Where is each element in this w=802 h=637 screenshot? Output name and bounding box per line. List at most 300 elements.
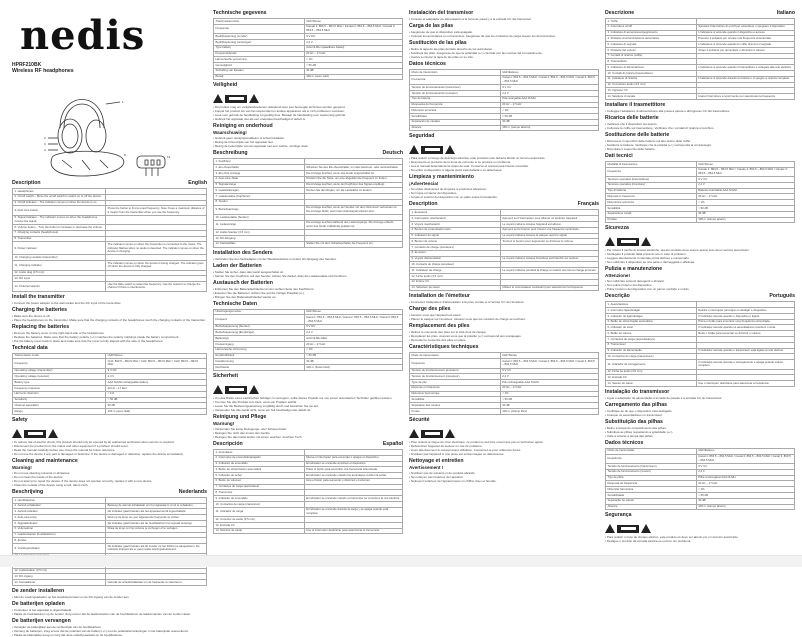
- section-heading: Technical data: [12, 344, 48, 351]
- bullet-text: • Reinigen Sie das Gerät außen mit einem weichen, feuchten Tuch.: [213, 434, 303, 439]
- section-title: Description: [409, 201, 438, 208]
- bullet-text: • Entfernen Sie den Batteriefachdeckel an der rechten Seite des Kopfhörers.: [213, 286, 315, 291]
- table-cell-value: 30 dB: [696, 498, 794, 504]
- table-cell-value: Die Anzeige leuchtet, wenn der Kopfhörer das Signal empfängt.: [304, 182, 402, 188]
- table-cell-value: Usare l'interruttore a scorrimento per selezionare la frequenza.: [696, 94, 794, 100]
- table-cell-label: 13. Entrada CC: [606, 375, 697, 381]
- table-cell-label: 10. Contatti di ricarica (trasmettitore): [606, 71, 697, 77]
- table-cell-value: 2,4 V: [500, 374, 598, 380]
- table-cell-label: Tensione operativa (trasmettitore): [606, 177, 697, 183]
- table-cell-value: UHF/Stereo: [106, 353, 207, 359]
- table-cell-label: Channel separation: [13, 403, 106, 409]
- table-cell-value: 100 m (open veld): [304, 74, 402, 80]
- table-cell-label: Empfindlichkeit: [214, 353, 305, 359]
- table-cell-value: 100 m (campo aperto): [696, 217, 794, 223]
- table-cell-value: 9 V DC: [106, 368, 207, 374]
- column-3: [409, 8, 599, 483]
- table-cell-label: Portata: [606, 217, 697, 223]
- table-cell-value: O indicador acende quando os auscultadores recebem o sinal.: [696, 325, 794, 331]
- table-cell-value: CH1: 863.5 – 864.5 MHz / CH2: 863.5 – 864.5 MHz / CH3: 863.5 – 864.5 MHz: [106, 359, 207, 368]
- bullet-text: • Clean the outside of the device using a soft, damp cloth.: [12, 482, 89, 487]
- table-cell-value: 20 Hz – 17 kHz: [500, 385, 598, 391]
- table-cell-value: 30 dB: [500, 403, 598, 409]
- bullet-text: • Make sure the device is off.: [12, 313, 51, 318]
- table-cell-value: AAA Ni-MH rechargeable battery: [106, 380, 207, 386]
- table-cell-label: 11. Indicateur de charge: [410, 268, 501, 274]
- col4-content: [605, 10, 795, 543]
- bullet-text: • Substitua as pilhas respeitando a polaridade (+/-).: [605, 429, 674, 434]
- table-cell-label: 10. Ladekontakte (Sender): [214, 215, 305, 221]
- section-heading: De batterijen vervangen: [12, 618, 71, 625]
- section-header: [605, 10, 795, 17]
- table-cell-value: 2,4 V: [304, 39, 402, 45]
- section-heading: Reiniging en onderhoud: [213, 123, 273, 130]
- table-cell-value: UHF/Stereo: [304, 19, 402, 25]
- subheading: Waarschuwing!: [213, 130, 247, 136]
- section-heading: Caractéristiques techniques: [409, 344, 479, 351]
- table-cell-value: 20 Hz – 17 kHz: [304, 342, 402, 348]
- table-row: [410, 75, 599, 84]
- table-cell-label: Frequenzgang: [214, 342, 305, 348]
- bullet-text: • No limpie el interior del dispositivo.: [409, 191, 458, 196]
- bullet-text: • Verwenden Sie das Gerät nicht, wenn ein Teil beschädigt oder defekt ist.: [213, 407, 312, 412]
- table-cell-value: 9 V CC: [500, 368, 598, 374]
- table-cell-label: 3. Aan/uit-indicator: [13, 509, 106, 515]
- table-row: [214, 24, 403, 33]
- warning-symbols: [409, 426, 599, 438]
- table-cell-value: Tournez le bouton pour augmenter ou diminuer le volume.: [500, 239, 598, 245]
- table-cell-label: Distorção harmónica: [606, 487, 697, 493]
- table-cell-label: Range: [13, 409, 106, 415]
- spec-table: [409, 209, 599, 291]
- table-cell-label: Distorsione armonica: [606, 200, 697, 206]
- language-label: Italiano: [776, 10, 795, 16]
- section-heading: Limpieza y mantenimiento: [409, 174, 474, 181]
- table-cell-value: UHF/Stereo: [696, 161, 794, 167]
- table-cell-label: Bedrijfsspanning (zender): [214, 34, 305, 40]
- product-model: HPRF210BK: [12, 62, 42, 68]
- section-heading: Install the transmitter: [12, 293, 65, 300]
- table-cell-label: 12. Conector de audio (3,5 mm): [214, 517, 305, 523]
- table-cell-label: 5. Indicatore di segnale: [606, 42, 697, 48]
- table-cell-label: 12. Fiche audio (3,5 mm): [410, 274, 501, 280]
- table-cell-value: L'indicatore si accende durante la ricarica e si spegne a ricarica completa.: [696, 76, 794, 82]
- section-heading: Remplacement des piles: [409, 323, 470, 330]
- table-cell-value: Die Anzeige leuchtet während des Ladevorgangs. Die Anzeige erlischt, wenn das Gerät vollständig geladen ist.: [304, 220, 402, 229]
- table-cell-label: 10. Charging contacts (transmitter): [13, 255, 106, 261]
- table-cell-label: 8. Transmissor: [606, 342, 697, 348]
- table-cell-value: Die Anzeige leuchtet, wenn der Sender mit dem Stromnetz verbunden ist. Die Anzeige blinkt, wenn kein Audiosignal erkannt wird.: [304, 205, 402, 214]
- bullet-text: • Retirez le couvercle des piles sur le côté droit du casque.: [409, 330, 487, 335]
- table-row: [410, 408, 599, 414]
- table-cell-value: Pila recargable AAA Ni-MH: [500, 96, 598, 102]
- caution-label-icon: [617, 525, 639, 533]
- bullet-text: • Lisez attentivement le manuel avant utilisation. Conservez-le pour référence future.: [409, 447, 522, 452]
- table-row: [13, 261, 207, 270]
- table-cell-value: 20 Hz – 17 kHz: [500, 102, 598, 108]
- table-cell-label: 6. Lautstärkeregler: [214, 188, 305, 194]
- spec-table: [213, 449, 403, 535]
- table-cell-label: 9. Indicador de encendido: [214, 496, 305, 502]
- warning-triangle-icon: [605, 237, 615, 246]
- table-cell-label: Réponse en fréquence: [410, 385, 501, 391]
- table-cell-label: Fréquence: [410, 359, 501, 368]
- table-cell-value: Spostare l'interruttore di on/off per accendere o spegnere il dispositivo.: [696, 24, 794, 30]
- table-cell-label: 6. Volumeknop: [13, 526, 106, 532]
- table-cell-label: Alcance: [606, 504, 697, 510]
- table-cell-label: Tensión de funcionamiento (receptor): [410, 90, 501, 96]
- section-heading: Seguridad: [409, 133, 435, 140]
- table-cell-label: 1. Hoofdtelefoon: [13, 497, 106, 503]
- table-cell-label: 11. Charging indicator: [13, 261, 106, 270]
- table-cell-label: 1. Headphones: [13, 189, 106, 195]
- bullet-text: • Vuelva a colocar la tapa de las pilas en su sitio.: [409, 55, 474, 59]
- table-cell-label: 11. Indicador de carga: [214, 507, 305, 516]
- bullet-text: • Per ridurre il rischio di scosse elettriche, questo prodotto deve essere aperto solo da un tecnico autorizzato.: [605, 248, 750, 253]
- section-heading: Veiligheid: [213, 82, 238, 89]
- table-cell-label: 4. Auto-tune-Taste: [214, 176, 305, 182]
- table-row: [606, 504, 795, 510]
- headphones-diagram: [12, 78, 207, 178]
- table-cell-value: Canal 1: 863,5 – 864,5 MHz / Canal 2: 863,5 – 864,5 MHz / Canal 3: 863,5 – 864,5 MHz: [696, 454, 794, 463]
- table-cell-label: 9. Voyant d'alimentation: [410, 256, 501, 262]
- table-cell-label: Battery type: [13, 380, 106, 386]
- table-cell-label: Sensibilidade: [606, 492, 697, 498]
- table-row: [214, 365, 403, 371]
- table-cell-label: 5. Signal indicator – The indicator comes on when the headphones receive the signal.: [13, 215, 106, 224]
- caution-label-icon: [24, 430, 46, 438]
- section-title: Description: [12, 180, 41, 186]
- table-cell-label: 9. Voedingsindicator: [13, 544, 106, 553]
- table-cell-value: Appuyez sur l'interrupteur pour allumer ou éteindre l'appareil.: [500, 216, 598, 222]
- bullet-text: • Read the manual carefully before use. Keep the manual for future reference.: [12, 447, 116, 452]
- table-cell-value: De indicator gaat branden als de hoofdtelefoon het signaal ontvangt.: [106, 521, 207, 527]
- table-cell-label: 13. DC-ingang: [13, 574, 106, 580]
- warning-triangle-icon: [12, 429, 22, 438]
- bullet-text: • Stellen Sie sicher, dass das Gerät ausgeschaltet ist.: [213, 269, 284, 274]
- table-cell-value: Deslize o interruptor para ligar ou desligar o dispositivo.: [696, 308, 794, 314]
- table-cell-value: Rode o botão para aumentar ou diminuir o volume.: [696, 331, 794, 337]
- table-cell-label: Separación de canales: [410, 119, 501, 125]
- table-cell-label: Modo de transmisión: [410, 70, 501, 76]
- table-cell-value: UHF/Stéréo: [500, 353, 598, 359]
- table-cell-label: 7. Charging contacts (headphones): [13, 230, 106, 236]
- table-cell-label: 11. Indicador de carregamento: [606, 360, 697, 369]
- bullet-text: • Verbinden Sie den Netzadapter mit der Wandsteckdose und dem DC-Eingang des Senders.: [213, 256, 337, 261]
- table-cell-value: El indicador se enciende durante la carga y se apaga cuando está completa.: [304, 507, 402, 516]
- table-row: [214, 220, 403, 229]
- table-cell-value: Beweeg de aan/uit-schakelaar om het apparaat in of uit te schakelen.: [106, 503, 207, 509]
- bullet-text: • Gebruik geen reinigingsmiddelen of schuurmiddelen.: [213, 136, 285, 141]
- bullet-text: • Do not clean the inside of the device.: [12, 474, 64, 479]
- table-cell-label: Distorsion harmonique: [410, 391, 501, 397]
- table-cell-value: > 50 dB: [696, 206, 794, 212]
- table-cell-value: AAA Ni-MH oplaadbare batterij: [304, 45, 402, 51]
- section-heading: Substituição das pilhas: [605, 418, 663, 425]
- section-header: [213, 150, 403, 157]
- table-cell-value: Premere il pulsante per trovare una frequenza sintonizzata.: [696, 36, 794, 42]
- bullet-text: • Pour réduire le risque de choc électrique, ce produit ne doit être ouvert que par un technicien agréé.: [409, 439, 544, 444]
- table-cell-value: Appuyez sur le bouton pour trouver une fréquence syntonisée.: [500, 227, 598, 233]
- bullet-text: • Verwenden Sie keine Reinigungs- oder Scheuermittel.: [213, 426, 287, 431]
- svg-text:4: 4: [44, 148, 46, 152]
- lightning-triangle-icon: [641, 524, 651, 533]
- svg-text:1: 1: [122, 100, 124, 104]
- table-cell-value: > 50 dB: [304, 353, 402, 359]
- bullet-text: • Non utilizzare solventi detergenti o abrasivi.: [605, 279, 665, 284]
- bullet-text: • Scollegare il prodotto dalla presa di rete in caso di problemi.: [605, 252, 687, 257]
- bullet-text: • Asegúrese de que el dispositivo está apagado.: [409, 30, 473, 34]
- section-heading: Dados técnicos: [605, 439, 644, 446]
- bullet-text: • Verwijder de batterijklep aan de rechterzijde van de hoofdtelefoon.: [12, 625, 102, 630]
- svg-text:8: 8: [124, 153, 126, 157]
- column-4: [605, 8, 795, 543]
- spec-table: [409, 69, 599, 131]
- bullet-text: • Place the headphones on the transmitter. Make sure that the charging contacts of the headphones touch the charging contacts of the transmitter.: [12, 317, 206, 322]
- table-cell-label: Resposta de frequência: [606, 481, 697, 487]
- table-cell-value: O indicador acende quando o transmissor está ligado à rede elétrica.: [696, 348, 794, 354]
- table-cell-label: 1. Auriculares: [214, 449, 305, 455]
- spec-table: [12, 497, 207, 586]
- table-cell-label: Separazione canali: [606, 211, 697, 217]
- table-row: [606, 217, 795, 223]
- table-cell-value: 20 Hz – 17 kHz: [696, 194, 794, 200]
- section-heading: Segurança: [605, 512, 632, 519]
- bullet-text: • To reduce risk of electric shock, this product should only be opened by an authorized technician when service is required.: [12, 439, 175, 444]
- table-cell-value: 9 V DC: [304, 34, 402, 40]
- svg-text:2: 2: [44, 136, 46, 140]
- section-heading: Carregamento das pilhas: [605, 401, 667, 408]
- table-cell-label: Frequency response: [13, 386, 106, 392]
- table-cell-label: 5. Indicateur de signal: [410, 233, 501, 239]
- table-cell-label: Sensibilité: [410, 397, 501, 403]
- table-cell-value: Gire el botón para aumentar o disminuir el volumen.: [304, 478, 402, 484]
- lightning-triangle-icon: [641, 237, 651, 246]
- bullet-text: • Para reduzir o risco de choque elétrico, este produto só deve ser aberto por um técnico autorizado.: [605, 535, 739, 540]
- table-cell-value: < 1%: [696, 200, 794, 206]
- table-cell-value: Drücken Sie die Taste, um eine abgestimmte Frequenz zu finden.: [304, 176, 402, 182]
- table-cell-label: Operating voltage (transmitter): [13, 368, 106, 374]
- table-cell-value: L'indicatore si accende quando il dispositivo è acceso.: [696, 30, 794, 36]
- table-cell-label: 13. DC input: [13, 276, 106, 282]
- caution-label-icon: [225, 95, 247, 103]
- table-cell-label: 13. Entrada CC: [214, 522, 305, 528]
- table-cell-value: > 50 dB: [304, 63, 402, 69]
- bullet-text: • Ne nettoyez pas l'intérieur de l'appareil.: [409, 474, 464, 479]
- table-cell-label: 2. Interruptor de encendido/apagado: [214, 455, 305, 461]
- caution-label-icon: [225, 386, 247, 394]
- lightning-triangle-icon: [445, 429, 455, 438]
- table-cell-label: 4. Botão de sintonização automática: [606, 319, 697, 325]
- language-label: Français: [577, 201, 599, 208]
- nedis-logo: nedis: [20, 12, 146, 59]
- bullet-text: • Setzen Sie den Kopfhörer auf den Sender. Achten Sie darauf, dass die Ladekontakte sich berühren.: [213, 273, 348, 278]
- svg-text:14: 14: [167, 155, 171, 159]
- table-cell-label: 6. Bouton de volume: [410, 239, 501, 245]
- table-cell-value: 30 dB: [304, 68, 402, 74]
- table-cell-label: 12. Audio plug (3.5 mm): [13, 270, 106, 276]
- table-cell-label: 14. Seletor de canal: [606, 381, 697, 387]
- table-cell-value: The indicator comes on when the transmitter is connected to the mains. The indicator flashes when no audio is detected. The indicator comes on when the device is charging.: [106, 242, 207, 255]
- subheading: Attenzione!: [605, 273, 631, 279]
- warning-symbols: [605, 234, 795, 246]
- table-cell-label: 3. Indicador de ligar/desligar: [606, 313, 697, 319]
- table-row: [13, 206, 207, 215]
- section-heading: Reinigung und Pflege: [213, 413, 267, 420]
- language-label: English: [188, 180, 207, 186]
- caution-label-icon: [421, 146, 443, 154]
- page-bottom-edge: [0, 555, 802, 567]
- table-cell-label: 14. Kanaalkiezer: [13, 580, 106, 586]
- table-cell-label: Tipo de batería: [410, 96, 501, 102]
- table-cell-label: 7. Contactos de carga (auscultadores): [606, 337, 697, 343]
- table-cell-label: 7. Contatti di ricarica (cuffie): [606, 53, 697, 59]
- table-cell-label: 6. Botão do volume: [606, 331, 697, 337]
- warning-symbols: [213, 91, 403, 103]
- table-cell-value: Girare il pulsante per aumentare o diminuire il volume.: [696, 47, 794, 53]
- table-cell-value: Use o interruptor deslizante para selecionar a frequência.: [696, 381, 794, 387]
- table-cell-label: Gevoeligheid: [214, 63, 305, 69]
- table-row: [13, 282, 207, 291]
- table-cell-label: 9. Power indicator: [13, 242, 106, 255]
- bullet-text: • Disconnect the product from the mains and other equipment if a problem should occur.: [12, 443, 129, 448]
- table-cell-value: Canale 1: 863,5 – 864,5 MHz / Canale 2: 863,5 – 864,5 MHz / Canale 3: 863,5 – 864,5 MHz: [696, 167, 794, 176]
- table-cell-value: 100 m (open field): [106, 409, 207, 415]
- table-cell-label: 7. Contactos de carga (auriculares): [214, 484, 305, 490]
- bullet-text: • Verificare che il dispositivo sia spento.: [605, 121, 658, 126]
- bullet-text: • Débranchez l'appareil du secteur en cas de problème.: [409, 443, 483, 448]
- bullet-text: • Do not use cleaning solvents or abrasives.: [12, 470, 71, 475]
- table-cell-label: 9. Betriebsanzeige: [214, 205, 305, 214]
- table-cell-label: 4. Pulsante di sintonizzazione automatica: [606, 36, 697, 42]
- table-cell-label: 2. Interruttore on/off: [606, 24, 697, 30]
- table-cell-value: The indicator comes on when the device is being charged. The indicator goes off when the device is fully charged.: [106, 261, 207, 270]
- section-heading: Sécurité: [409, 416, 430, 423]
- table-cell-value: UHF/Estéreo: [696, 448, 794, 454]
- bullet-text: • Ligue o adaptador de alimentação à tomada de parede e à entrada CC do transmissor.: [605, 395, 723, 400]
- lightning-triangle-icon: [48, 429, 58, 438]
- section-heading: Charging the batteries: [12, 306, 68, 313]
- bullet-text: • N'utilisez pas de solvants ni de produits abrasifs.: [409, 470, 476, 475]
- bullet-text: • Sostituire le batterie. Verificare che la polarità (+/-) corrisponda ai contrassegni.: [605, 142, 712, 147]
- table-cell-value: 2,4 V: [500, 90, 598, 96]
- table-cell-label: 2. On/off switch – Move the on/off switch to switch on or off the device.: [13, 194, 106, 200]
- table-cell-label: Harmonische Verzerrung: [214, 347, 305, 353]
- table-cell-label: Portée: [410, 408, 501, 414]
- table-cell-label: Tensão de funcionamento (transmissor): [606, 464, 697, 470]
- table-cell-label: Batterietyp: [214, 336, 305, 342]
- bullet-text: • Reinig de binnenzijde van het apparaat niet.: [213, 140, 274, 145]
- bullet-text: • Koppel het product los van het stopcontact en andere apparatuur als er zich problemen voordoen.: [213, 109, 345, 114]
- table-cell-value: < 1%: [500, 391, 598, 397]
- bullet-text: • Rimontare il coperchio delle batterie.: [605, 146, 656, 151]
- bullet-text: • Lesen Sie die Bedienungsanleitung sorgfältig durch und bewahren Sie sie auf.: [213, 403, 319, 408]
- bullet-text: • Para reducir el riesgo de descarga eléctrica, este producto solo debería abrirlo un técnico autorizado.: [409, 156, 546, 161]
- spec-table: [409, 352, 599, 414]
- warning-symbols: [12, 426, 207, 438]
- table-cell-label: Tipo di batteria: [606, 188, 697, 194]
- table-cell-label: Type de pile: [410, 380, 501, 386]
- bullet-text: • Placez le casque sur l'émetteur. Assurez-vous que les contacts de charge se touchent.: [409, 317, 526, 322]
- table-cell-label: 8. Transmisor: [214, 490, 305, 496]
- bullet-text: • Rimuovere il coperchio delle batterie sul lato destro delle cuffie.: [605, 138, 691, 143]
- section-heading: Ricarica delle batterie: [605, 114, 659, 121]
- section-heading: Instalación del transmisor: [409, 10, 474, 16]
- table-cell-label: 14. Channel selector: [13, 282, 106, 291]
- spec-table: [213, 158, 403, 247]
- table-cell-label: Frequency: [13, 359, 106, 368]
- table-cell-label: 10. Contactos de carga (transmisor): [214, 501, 305, 507]
- section-heading: De zender installeren: [12, 588, 65, 595]
- bullet-text: • Pulire l'esterno del dispositivo con un panno morbido e umido.: [605, 287, 690, 292]
- table-cell-value: Gebruik de schuifschakelaar om de frequentie te selecteren.: [106, 580, 207, 586]
- bullet-text: • Lees voor gebruik de handleiding zorgvuldig door. Bewaar de handleiding voor toekomstig gebruik.: [213, 113, 346, 118]
- bullet-text: • N'utilisez pas l'appareil si une pièce est endommagée ou défectueuse.: [409, 451, 505, 456]
- table-cell-value: 100 m (champ libre): [500, 408, 598, 414]
- table-cell-label: 7. Contacts de charge (écouteurs): [410, 245, 501, 251]
- table-cell-value: Le voyant s'allume lorsque l'appareil est allumé.: [500, 221, 598, 227]
- subheading: ¡Advertencia!: [409, 181, 439, 187]
- table-cell-label: Risposta in frequenza: [606, 194, 697, 200]
- table-cell-value: L'indicatore si accende quando le cuffie ricevono il segnale.: [696, 42, 794, 48]
- bullet-text: • Non pulire l'interno del dispositivo.: [605, 283, 653, 288]
- table-cell-value: > 50 dB: [500, 114, 598, 120]
- table-cell-label: Frequentie: [214, 24, 305, 33]
- table-cell-value: Stellen Sie mit dem Schiebeschalter die Frequenz ein.: [304, 241, 402, 247]
- table-cell-value: < 1%: [304, 347, 402, 353]
- section-heading: Laden der Batterien: [213, 262, 262, 269]
- table-cell-label: 4. Auto tune button: [13, 206, 106, 215]
- section-title: Beschreibung: [213, 150, 248, 157]
- table-cell-label: 6. Pulsante del volume: [606, 47, 697, 53]
- section-heading: Technische Daten: [213, 300, 258, 307]
- bullet-text: • Ersetzen Sie die Batterien. Achten Sie auf die richtige Polarität (+/-).: [213, 290, 306, 295]
- table-row: [13, 215, 207, 224]
- bullet-text: • Do not use the device if any part is damaged or defective. If the device is damaged or defective, replace the device immediately.: [12, 451, 184, 456]
- section-heading: Sustitución de las pilas: [409, 40, 467, 46]
- section-title: Beschrijving: [12, 488, 44, 495]
- section-heading: Austausch der Batterien: [213, 279, 273, 286]
- section-heading: Datos técnicos: [409, 61, 446, 67]
- table-cell-label: 4. Bouton de syntonisation auto: [410, 227, 501, 233]
- table-cell-label: 8. Zender: [13, 538, 106, 544]
- subheading: Warnung!: [213, 420, 235, 426]
- table-cell-value: Le voyant s'allume pendant la charge et s'éteint une fois la charge terminée.: [500, 268, 598, 274]
- section-heading: Technische gegevens: [213, 10, 267, 16]
- table-cell-value: > 50 dB: [500, 397, 598, 403]
- table-row: [410, 125, 599, 131]
- bullet-text: • Do not attempt to repair the device. If the device does not operate correctly, replace it with a new device.: [12, 478, 153, 483]
- table-cell-label: Tensión de funcionamiento (transmisor): [410, 85, 501, 91]
- table-cell-label: Tensão de funcionamento (recetor): [606, 469, 697, 475]
- subheading: Avertissement !: [409, 464, 444, 470]
- table-cell-label: 1. Kopfhörer: [214, 159, 305, 165]
- table-cell-label: Operating voltage (receiver): [13, 374, 106, 380]
- warning-triangle-icon: [409, 145, 419, 154]
- table-cell-value: L'indicatore si accende quando il trasmettitore è collegato alla rete elettrica.: [696, 65, 794, 71]
- table-cell-label: 3. Voyant marche/arrêt: [410, 221, 501, 227]
- table-cell-label: Alcance: [410, 125, 501, 131]
- table-cell-label: Modalità di trasmissione: [606, 161, 697, 167]
- table-cell-value: Canal 1: 863,5 – 864,5 MHz / Canal 2: 863,5 – 864,5 MHz / Canal 3: 863,5 – 864,5 MHz: [500, 359, 598, 368]
- table-row: [13, 409, 207, 415]
- table-cell-label: 8. Transmitter: [13, 236, 106, 242]
- section-title: Descrição: [605, 293, 630, 300]
- section-heading: Replacing the batteries: [12, 323, 70, 330]
- table-cell-label: 13. DC-Eingang: [214, 235, 305, 241]
- bullet-text: • Sustituya las pilas. Asegúrese de que la polaridad (+/-) coincide con las marcas del compartimento.: [409, 51, 543, 55]
- bullet-text: • Collocare le cuffie sul trasmettitore. Verificare che i contatti di ricarica si tocchino.: [605, 125, 715, 130]
